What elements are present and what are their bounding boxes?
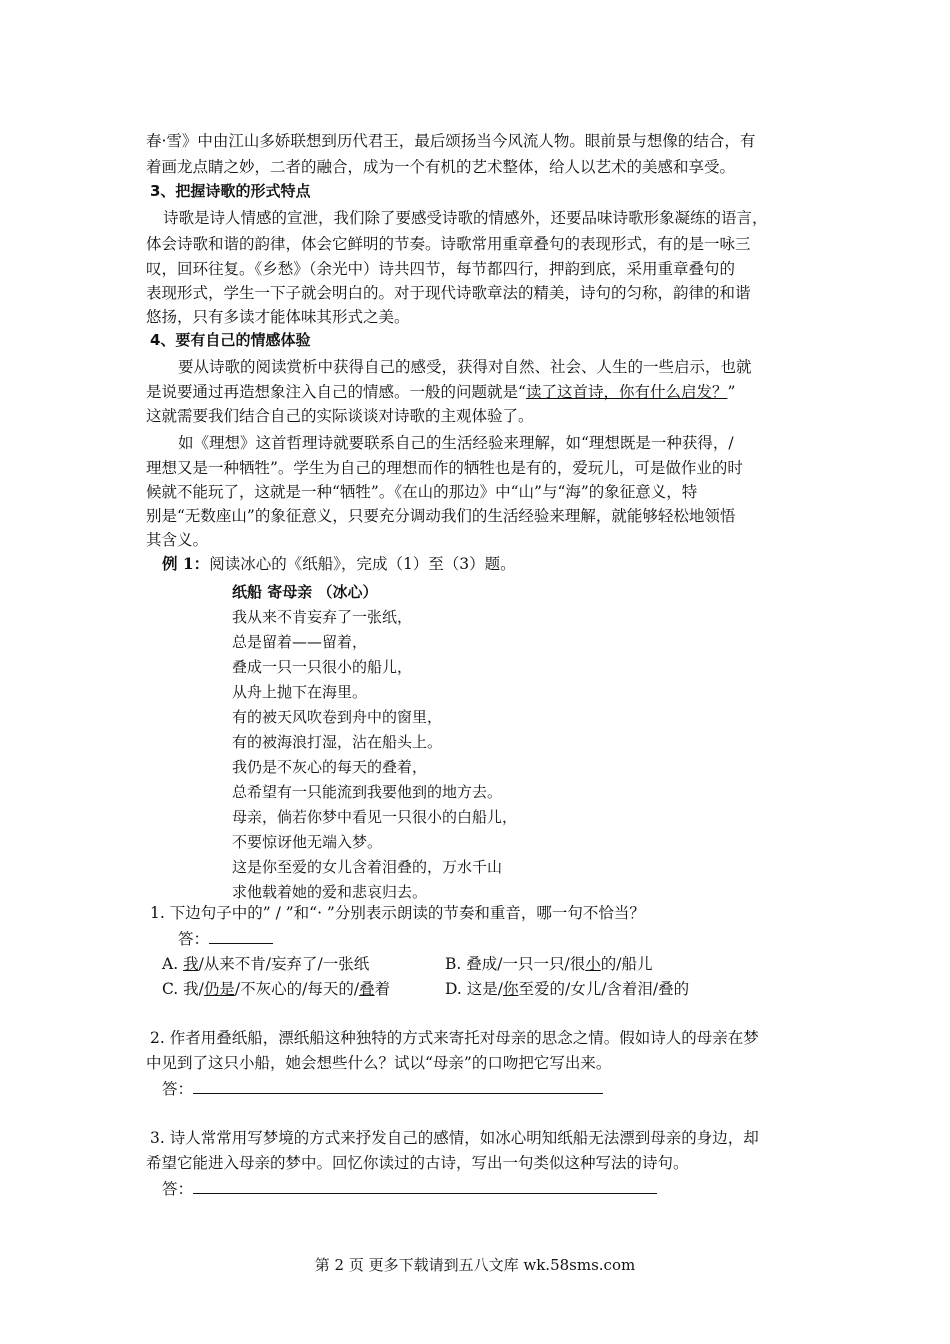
section-4-p2-line-4: 别是“无数座山”的象征意义，只要充分调动我们的生活经验来理解，就能够轻松地领悟 — [146, 507, 736, 525]
poem-title: 纸船 寄母亲 （冰心） — [232, 583, 378, 601]
intro-line-1: 春·雪》中由江山多娇联想到历代君王，最后颂扬当今风流人物。眼前景与想像的结合，有 — [146, 132, 756, 150]
question-2-line-2: 中见到了这只小船，她会想些什么？试以“母亲”的口吻把它写出来。 — [146, 1054, 612, 1072]
question-1-answer-blank[interactable] — [209, 927, 273, 944]
question-3-answer-blank[interactable] — [193, 1177, 657, 1194]
option-c-rest: 着 — [374, 980, 391, 998]
section-4-p1-line-2 — [146, 381, 735, 403]
option-c-stressed: 仍是 — [203, 980, 235, 998]
option-d-rest: 至爱的/女儿/含着泪/叠的 — [518, 980, 690, 998]
poem-line: 母亲，倘若你梦中看见一只很小的白船儿， — [232, 808, 518, 826]
section-4-p2-line-3: 候就不能玩了，这就是一种“牺牲”。《在山的那边》中“山”与“海”的象征意义，特 — [146, 483, 698, 501]
poem-line: 这是你至爱的女儿含着泪叠的，万水千山 — [232, 858, 503, 876]
option-a[interactable] — [162, 952, 369, 974]
question-2-answer — [162, 1077, 603, 1100]
section-4-heading: 4、要有自己的情感体验 — [150, 331, 311, 349]
poem-line: 我仍是不灰心的每天的叠着， — [232, 758, 428, 776]
question-3-line-1: 3. 诗人常常用写梦境的方式来抒发自己的感情，如冰心明知纸船无法漂到母亲的身边，却 — [150, 1129, 759, 1147]
example-text: 阅读冰心的《纸船》，完成（1）至（3）题。 — [209, 555, 516, 573]
section-4-p1-line-2-b: ” — [727, 383, 736, 401]
section-4-p1-line-1: 要从诗歌的阅读赏析中获得自己的感受，获得对自然、社会、人生的一些启示，也就 — [178, 358, 752, 376]
poem-line: 有的被海浪打湿，沾在船头上。 — [232, 733, 443, 751]
question-3-answer-label: 答： — [162, 1180, 194, 1198]
option-c-stressed-2: 叠 — [359, 980, 375, 998]
option-c-mid: /不灰心的/每天的/ — [234, 980, 360, 998]
section-4-p1-line-3: 这就需要我们结合自己的实际谈谈对诗歌的主观体验了。 — [146, 407, 534, 425]
question-3-line-2: 希望它能进入母亲的梦中。回忆你读过的古诗，写出一句类似这种写法的诗句。 — [146, 1154, 689, 1172]
option-c-prefix: C. 我/ — [162, 980, 204, 998]
section-4-p2-line-1: 如《理想》这首哲理诗就要联系自己的生活经验来理解，如“理想既是一种获得，/ — [178, 434, 734, 452]
poem-line: 有的被天风吹卷到舟中的窗里， — [232, 708, 443, 726]
poem-line: 我从来不肯妄弃了一张纸， — [232, 608, 413, 626]
question-2-answer-blank[interactable] — [193, 1077, 603, 1094]
page-footer: 第 2 页 更多下载请到五八文库 wk.58sms.com — [314, 1256, 636, 1274]
question-2-line-1: 2. 作者用叠纸船，漂纸船这种独特的方式来寄托对母亲的思念之情。假如诗人的母亲在梦 — [150, 1029, 759, 1047]
option-d-stressed: 你 — [502, 980, 519, 998]
poem-line: 求他载着她的爱和悲哀归去。 — [232, 883, 428, 901]
option-b-prefix: B. 叠成/一只一只/很 — [445, 955, 586, 973]
section-4-p2-line-5: 其含义。 — [146, 531, 209, 549]
poem-line: 从舟上抛下在海里。 — [232, 683, 368, 701]
section-4-p1-line-2-a: 是说要通过再造想象注入自己的情感。一般的问题就是“ — [146, 383, 526, 401]
intro-line-2: 着画龙点睛之妙，二者的融合，成为一个有机的艺术整体，给人以艺术的美感和享受。 — [146, 158, 736, 176]
poem-line: 叠成一只一只很小的船儿， — [232, 658, 413, 676]
poem-line: 总是留着——留着， — [232, 633, 368, 651]
section-3-line-5: 悠扬，只有多读才能体味其形式之美。 — [146, 308, 410, 326]
section-4-p2-line-2: 理想又是一种牺牲”。学生为自己的理想而作的牺牲也是有的，爱玩儿，可是做作业的时 — [146, 459, 743, 477]
question-1-answer-label: 答： — [178, 930, 210, 948]
question-2-answer-label: 答： — [162, 1080, 194, 1098]
section-4-question-underlined: 读了这首诗，你有什么启发？ — [525, 383, 728, 401]
poem-line: 总希望有一只能流到我要他到的地方去。 — [232, 783, 503, 801]
option-d[interactable] — [445, 977, 689, 999]
option-b-rest: 的/船儿 — [600, 955, 653, 973]
option-a-stressed: 我 — [183, 955, 199, 973]
option-d-prefix: D. 这是/ — [445, 980, 503, 998]
question-3-answer — [162, 1177, 657, 1200]
option-b-stressed: 小 — [585, 955, 601, 973]
section-3-line-1: 诗歌是诗人情感的宣泄，我们除了要感受诗歌的情感外，还要品味诗歌形象凝练的语言， — [163, 209, 768, 227]
section-3-heading: 3、把握诗歌的形式特点 — [150, 182, 311, 200]
option-c[interactable] — [162, 977, 390, 999]
option-a-prefix: A. — [162, 955, 184, 973]
example-line — [162, 553, 516, 575]
section-3-line-3: 叹，回环往复。《乡愁》（余光中）诗共四节，每节都四行，押韵到底，采用重章叠句的 — [146, 260, 736, 278]
question-1-answer — [178, 927, 273, 950]
option-a-rest: /从来不肯/妄弃了/一张纸 — [198, 955, 370, 973]
question-1-stem: 1. 下边句子中的” / ”和“· ”分别表示朗读的节奏和重音，哪一句不恰当？ — [150, 904, 645, 922]
section-3-line-2: 体会诗歌和谐的韵律，体会它鲜明的节奏。诗歌常用重章叠句的表现形式，有的是一咏三 — [146, 235, 751, 253]
section-3-line-4: 表现形式，学生一下子就会明白的。对于现代诗歌章法的精美，诗句的匀称，韵律的和谐 — [146, 284, 751, 302]
option-b[interactable] — [445, 952, 652, 974]
poem-line: 不要惊讶他无端入梦。 — [232, 833, 383, 851]
example-label: 例 1： — [162, 554, 210, 573]
